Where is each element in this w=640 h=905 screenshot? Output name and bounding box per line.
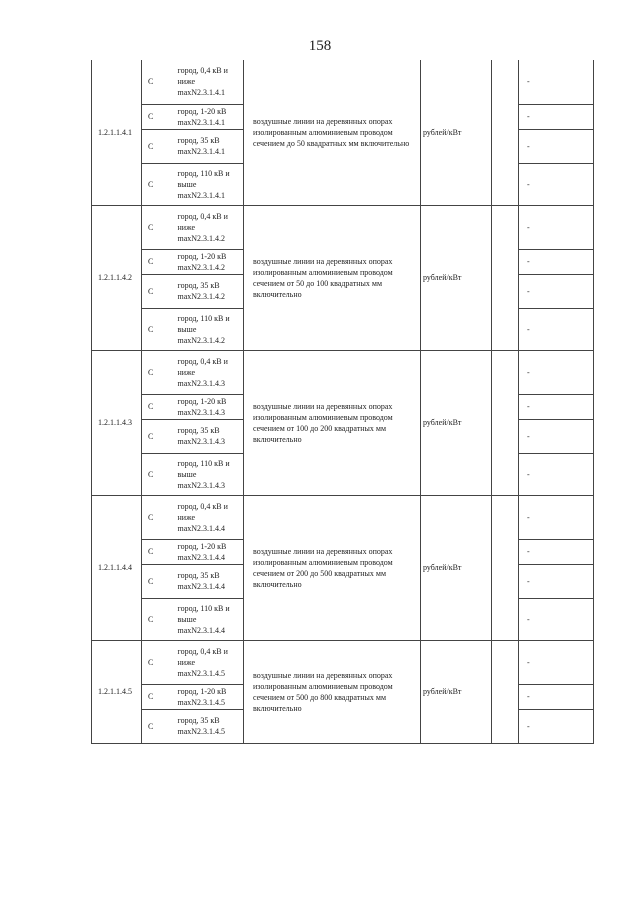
voltage-category xyxy=(162,308,244,350)
category-symbol: С xyxy=(142,274,162,308)
line-description xyxy=(244,640,421,743)
voltage-category xyxy=(162,539,244,564)
voltage-category-line: выше xyxy=(177,614,197,624)
voltage-category xyxy=(162,709,244,743)
table-row xyxy=(92,205,594,249)
voltage-category-line: город, 35 кВ xyxy=(177,426,220,435)
voltage-category xyxy=(162,598,244,640)
voltage-category-line: город, 0,4 кВ и xyxy=(177,501,228,511)
rate-value: - xyxy=(519,598,594,640)
category-symbol: С xyxy=(142,129,162,163)
unit-of-measure: рублей/кВт xyxy=(421,495,492,640)
voltage-category-line: maxN2.3.1.4.2 xyxy=(177,262,226,272)
category-symbol: С xyxy=(142,308,162,350)
voltage-category-line: выше xyxy=(177,324,197,334)
voltage-category xyxy=(162,564,244,598)
rate-value: - xyxy=(519,495,594,539)
voltage-category-line: ниже xyxy=(177,657,196,667)
voltage-category-line: город, 35 кВ xyxy=(177,571,220,580)
empty-cell xyxy=(492,495,519,640)
rate-value: - xyxy=(519,684,594,709)
category-symbol: С xyxy=(142,684,162,709)
rate-value: - xyxy=(519,350,594,394)
voltage-category xyxy=(162,129,244,163)
category-symbol: С xyxy=(142,350,162,394)
voltage-category xyxy=(162,419,244,453)
category-symbol: С xyxy=(142,394,162,419)
category-symbol: С xyxy=(142,640,162,684)
rate-value: - xyxy=(519,640,594,684)
rate-value: - xyxy=(519,539,594,564)
voltage-category xyxy=(162,684,244,709)
voltage-category xyxy=(162,640,244,684)
line-description-text: воздушные линии на деревянных опорах изолированным алюминиевым проводом сечением от 200 до 500 квадратных мм включительно xyxy=(253,546,393,589)
line-description xyxy=(244,205,421,350)
voltage-category-line: maxN2.3.1.4.2 xyxy=(177,233,226,243)
voltage-category-line: город, 110 кВ и xyxy=(177,168,230,178)
empty-cell xyxy=(492,60,519,205)
voltage-category-line: ниже xyxy=(177,512,196,522)
table-row xyxy=(92,495,594,539)
voltage-category-line: выше xyxy=(177,469,197,479)
line-description-text: воздушные линии на деревянных опорах изолированным алюминиевым проводом сечением от 500 до 800 квадратных мм включительно xyxy=(253,670,393,713)
voltage-category-line: maxN2.3.1.4.3 xyxy=(177,378,226,388)
voltage-category-line: maxN2.3.1.4.1 xyxy=(177,147,226,156)
voltage-category xyxy=(162,453,244,495)
rate-value: - xyxy=(519,249,594,274)
voltage-category xyxy=(162,274,244,308)
category-symbol: С xyxy=(142,564,162,598)
rate-value: - xyxy=(519,709,594,743)
voltage-category xyxy=(162,163,244,205)
category-symbol: С xyxy=(142,104,162,129)
category-symbol: С xyxy=(142,419,162,453)
voltage-category xyxy=(162,249,244,274)
voltage-category xyxy=(162,60,244,104)
voltage-category xyxy=(162,394,244,419)
item-code: 1.2.1.1.4.3 xyxy=(92,350,142,495)
category-symbol: С xyxy=(142,453,162,495)
voltage-category xyxy=(162,104,244,129)
category-symbol: С xyxy=(142,598,162,640)
voltage-category-line: город, 110 кВ и xyxy=(177,458,230,468)
voltage-category-line: maxN2.3.1.4.4 xyxy=(177,552,226,562)
voltage-category-line: город, 1-20 кВ xyxy=(177,541,227,551)
empty-cell xyxy=(492,640,519,743)
line-description xyxy=(244,60,421,205)
voltage-category-line: maxN2.3.1.4.3 xyxy=(177,407,226,417)
voltage-category-line: maxN2.3.1.4.1 xyxy=(177,117,226,127)
item-code: 1.2.1.1.4.2 xyxy=(92,205,142,350)
voltage-category-line: maxN2.3.1.4.4 xyxy=(177,523,226,533)
rate-value: - xyxy=(519,60,594,104)
rate-value: - xyxy=(519,274,594,308)
voltage-category-line: выше xyxy=(177,179,197,189)
line-description-text: воздушные линии на деревянных опорах изолированным алюминиевым проводом сечением от 100 до 200 квадратных мм включительно xyxy=(253,401,393,444)
voltage-category-line: maxN2.3.1.4.2 xyxy=(177,292,226,301)
rate-value: - xyxy=(519,564,594,598)
voltage-category-line: город, 0,4 кВ и xyxy=(177,66,228,76)
voltage-category-line: ниже xyxy=(177,77,196,87)
voltage-category-line: город, 0,4 кВ и xyxy=(177,646,228,656)
voltage-category-line: город, 35 кВ xyxy=(177,716,220,725)
voltage-category-line: город, 0,4 кВ и xyxy=(177,211,228,221)
page-number: 158 xyxy=(308,38,332,54)
line-description-text: воздушные линии на деревянных опорах изолированным алюминиевым проводом сечением до 50 квадратных мм включительно xyxy=(253,116,410,148)
voltage-category-line: maxN2.3.1.4.4 xyxy=(177,582,226,591)
voltage-category-line: город, 35 кВ xyxy=(177,281,220,290)
unit-of-measure: рублей/кВт xyxy=(421,350,492,495)
voltage-category-line: maxN2.3.1.4.5 xyxy=(177,668,226,678)
table-row xyxy=(92,350,594,394)
empty-cell xyxy=(492,205,519,350)
voltage-category-line: maxN2.3.1.4.4 xyxy=(177,625,226,635)
category-symbol: С xyxy=(142,205,162,249)
voltage-category xyxy=(162,495,244,539)
voltage-category-line: maxN2.3.1.4.1 xyxy=(177,190,226,200)
unit-of-measure: рублей/кВт xyxy=(421,60,492,205)
voltage-category xyxy=(162,350,244,394)
item-code: 1.2.1.1.4.5 xyxy=(92,640,142,743)
line-description xyxy=(244,350,421,495)
line-description-text: воздушные линии на деревянных опорах изолированным алюминиевым проводом сечением от 50 до 100 квадратных мм включительно xyxy=(253,256,393,299)
voltage-category-line: город, 1-20 кВ xyxy=(177,106,227,116)
voltage-category-line: maxN2.3.1.4.2 xyxy=(177,335,226,345)
table-row xyxy=(92,640,594,684)
voltage-category-line: maxN2.3.1.4.5 xyxy=(177,727,226,736)
voltage-category-line: ниже xyxy=(177,222,196,232)
category-symbol: С xyxy=(142,60,162,104)
rate-value: - xyxy=(519,104,594,129)
rate-value: - xyxy=(519,129,594,163)
rate-value: - xyxy=(519,163,594,205)
rate-value: - xyxy=(519,453,594,495)
voltage-category-line: maxN2.3.1.4.3 xyxy=(177,437,226,446)
table-row xyxy=(92,60,594,104)
item-code: 1.2.1.1.4.4 xyxy=(92,495,142,640)
voltage-category-line: город, 35 кВ xyxy=(177,136,220,145)
voltage-category-line: город, 1-20 кВ xyxy=(177,396,227,406)
unit-of-measure: рублей/кВт xyxy=(421,205,492,350)
category-symbol: С xyxy=(142,495,162,539)
voltage-category-line: город, 110 кВ и xyxy=(177,313,230,323)
tariff-table xyxy=(91,60,594,744)
voltage-category-line: город, 1-20 кВ xyxy=(177,686,227,696)
category-symbol: С xyxy=(142,539,162,564)
item-code: 1.2.1.1.4.1 xyxy=(92,60,142,205)
category-symbol: С xyxy=(142,249,162,274)
unit-of-measure: рублей/кВт xyxy=(421,640,492,743)
rate-value: - xyxy=(519,308,594,350)
voltage-category-line: город, 0,4 кВ и xyxy=(177,356,228,366)
rate-value: - xyxy=(519,205,594,249)
voltage-category-line: maxN2.3.1.4.5 xyxy=(177,697,226,707)
voltage-category xyxy=(162,205,244,249)
category-symbol: С xyxy=(142,163,162,205)
empty-cell xyxy=(492,350,519,495)
rate-value: - xyxy=(519,394,594,419)
voltage-category-line: город, 110 кВ и xyxy=(177,603,230,613)
category-symbol: С xyxy=(142,709,162,743)
voltage-category-line: ниже xyxy=(177,367,196,377)
voltage-category-line: maxN2.3.1.4.3 xyxy=(177,480,226,490)
line-description xyxy=(244,495,421,640)
voltage-category-line: город, 1-20 кВ xyxy=(177,251,227,261)
voltage-category-line: maxN2.3.1.4.1 xyxy=(177,88,226,98)
rate-value: - xyxy=(519,419,594,453)
